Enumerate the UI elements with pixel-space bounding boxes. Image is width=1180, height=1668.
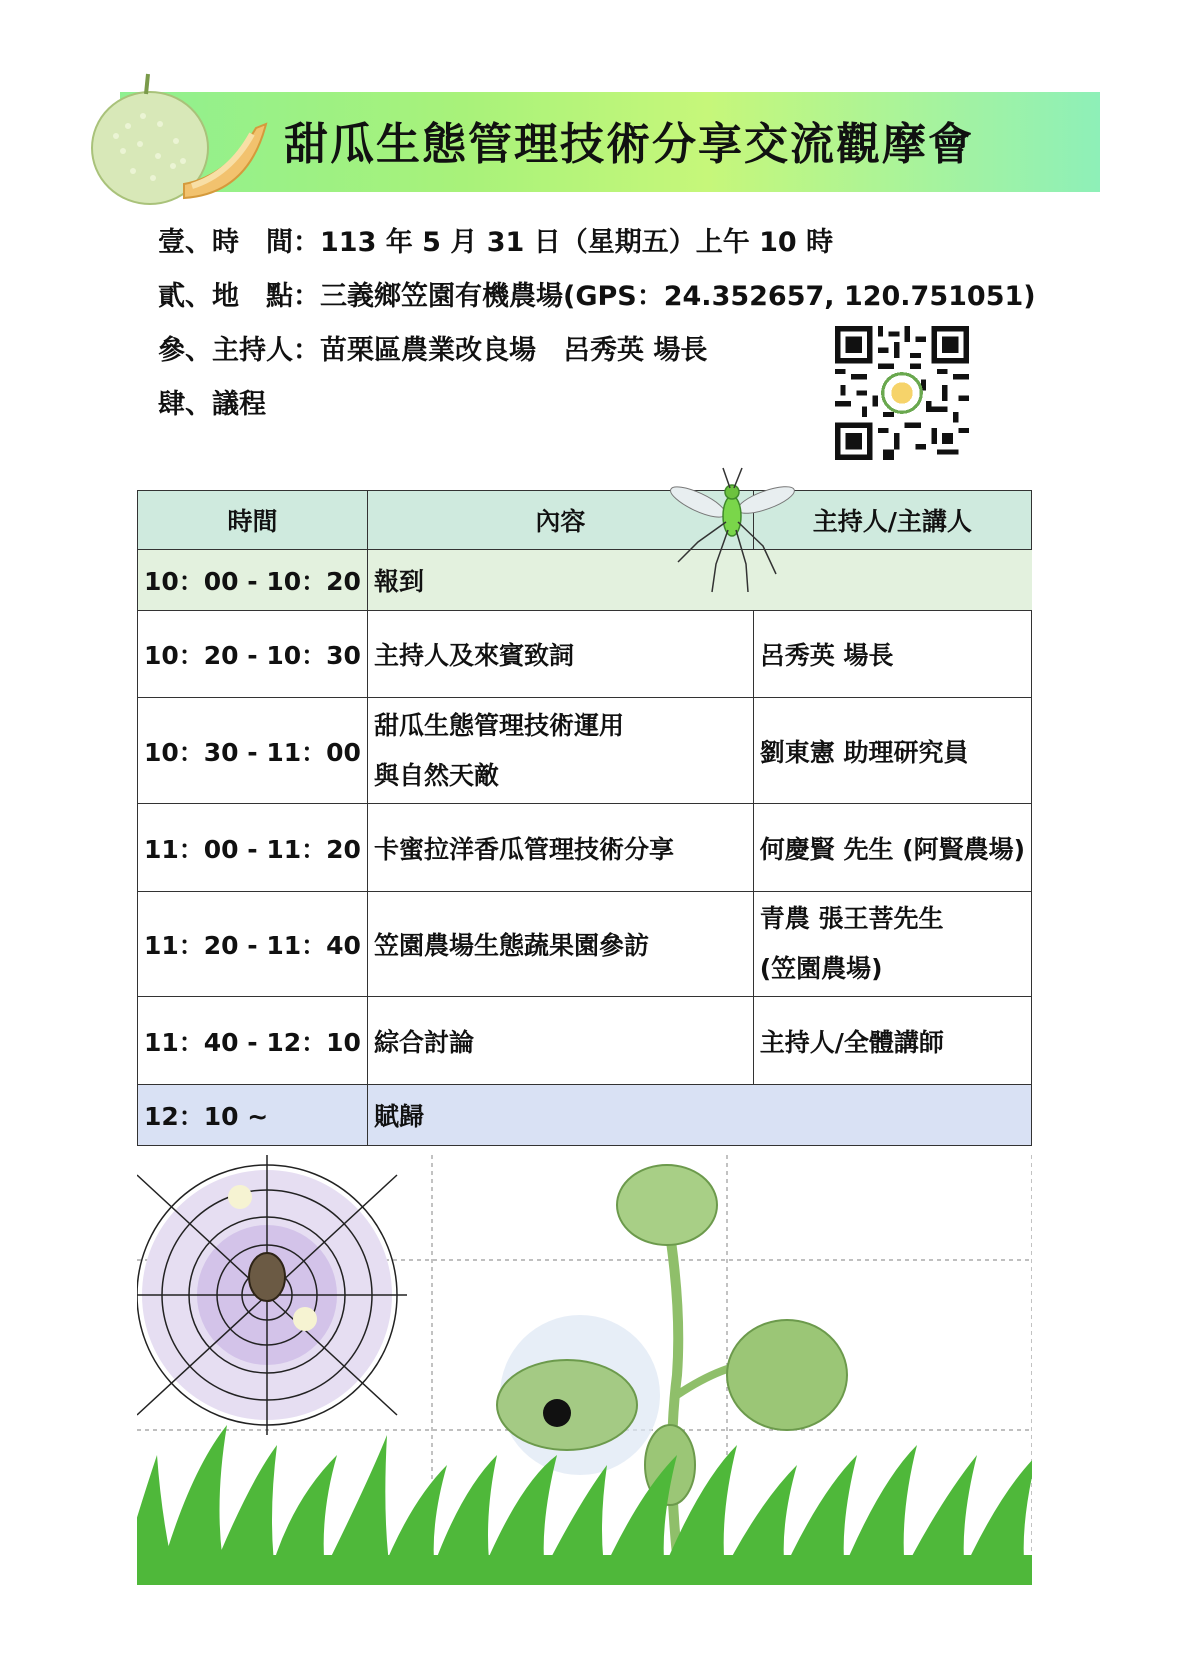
row-time: 10：30 - 11：00 (138, 698, 368, 804)
table-row (138, 550, 1032, 611)
row-speaker-line2: (笠園農場) (759, 954, 883, 983)
row-content: 卡蜜拉洋香瓜管理技術分享 (367, 804, 753, 892)
row-content: 綜合討論 (367, 997, 753, 1085)
row-time: 10：00 - 10：20 (138, 550, 368, 611)
row-time: 10：20 - 10：30 (138, 611, 368, 698)
row-time: 11：00 - 11：20 (138, 804, 368, 892)
table-row (138, 804, 1032, 892)
row-content (367, 698, 753, 804)
table-row (138, 997, 1032, 1085)
table-row (138, 698, 1032, 804)
table-row (138, 611, 1032, 698)
row-content-line2: 與自然天敵 (373, 760, 499, 790)
header-time: 時間 (138, 491, 368, 550)
row-content: 笠園農場生態蔬果園參訪 (367, 892, 753, 997)
spider-web (137, 1155, 407, 1435)
event-host: 參、主持人：苗栗區農業改良場 呂秀英 場長 (158, 335, 708, 366)
row-speaker (753, 892, 1031, 997)
row-content-line1: 甜瓜生態管理技術運用 (373, 710, 624, 740)
table-row (138, 1085, 1032, 1146)
nature-illustration (137, 1155, 1032, 1585)
header-speaker: 主持人/主講人 (753, 491, 1031, 550)
event-place: 貳、地 點：三義鄉笠園有機農場(GPS：24.352657, 120.751051) (158, 281, 1036, 312)
page-title: 甜瓜生態管理技術分享交流觀摩會 (284, 119, 974, 170)
row-content: 報到 (367, 550, 1031, 611)
agenda-table (137, 490, 1032, 1146)
row-content: 主持人及來賓致詞 (367, 611, 753, 698)
row-time: 11：20 - 11：40 (138, 892, 368, 997)
row-time: 12：10 ~ (138, 1085, 368, 1146)
row-content: 賦歸 (367, 1085, 1031, 1146)
event-time: 壹、時 間：113 年 5 月 31 日（星期五）上午 10 時 (158, 227, 834, 258)
table-row (138, 892, 1032, 997)
row-speaker: 呂秀英 場長 (753, 611, 1031, 698)
agenda-label: 肆、議程 (158, 389, 266, 420)
row-speaker: 主持人/全體講師 (753, 997, 1031, 1085)
table-header-row (138, 491, 1032, 550)
row-speaker-line1: 青農 張王菩先生 (759, 904, 944, 933)
header-content: 內容 (367, 491, 753, 550)
row-speaker: 何慶賢 先生 (阿賢農場) (753, 804, 1031, 892)
qr-code[interactable] (835, 326, 969, 460)
melon-plant (497, 1165, 847, 1555)
mosquito-icon (668, 464, 798, 594)
row-speaker: 劉東憲 助理研究員 (753, 698, 1031, 804)
row-time: 11：40 - 12：10 (138, 997, 368, 1085)
melon-icon (88, 66, 278, 216)
